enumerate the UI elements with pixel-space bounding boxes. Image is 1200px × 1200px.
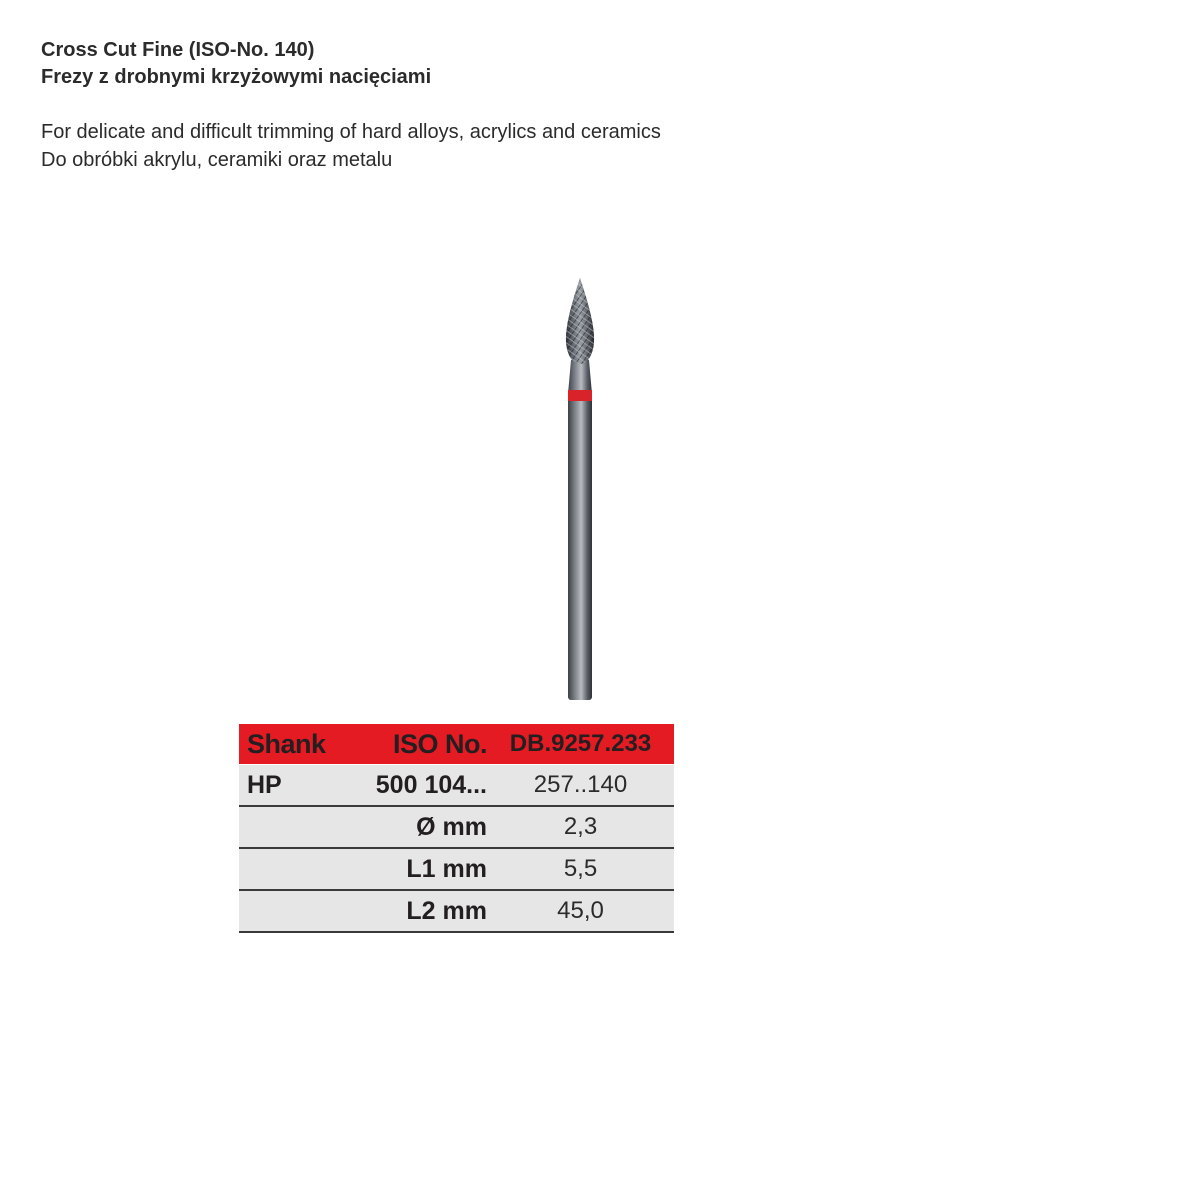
row-value: 5,5 xyxy=(487,848,674,890)
header-iso: ISO No. xyxy=(342,724,487,765)
description-pl: Do obróbki akrylu, ceramiki oraz metalu xyxy=(41,149,393,171)
header-code: DB.9257.233 xyxy=(487,724,674,765)
specification-table xyxy=(239,724,674,933)
row-shank xyxy=(239,806,342,848)
title-pl: Frezy z drobnymi krzyżowymi nacięciami xyxy=(41,66,432,88)
description-en: For delicate and difficult trimming of hard alloys, acrylics and ceramics xyxy=(41,121,661,143)
title-en: Cross Cut Fine (ISO-No. 140) xyxy=(41,39,315,61)
bur-color-band xyxy=(568,390,592,401)
row-value: 2,3 xyxy=(487,806,674,848)
header-shank: Shank xyxy=(239,724,342,765)
row-value: 257..140 xyxy=(487,765,674,807)
cross-cut-bur-icon xyxy=(545,276,625,706)
row-label: L2 mm xyxy=(342,890,487,932)
row-iso: 500 104... xyxy=(342,765,487,807)
bur-neck xyxy=(568,360,592,394)
table-row xyxy=(239,806,674,848)
row-shank xyxy=(239,848,342,890)
row-label: L1 mm xyxy=(342,848,487,890)
bur-shank xyxy=(568,394,592,700)
product-heading xyxy=(41,37,431,91)
row-label: Ø mm xyxy=(342,806,487,848)
table-row xyxy=(239,848,674,890)
table-header-row xyxy=(239,724,674,765)
row-shank: HP xyxy=(239,765,342,807)
row-shank xyxy=(239,890,342,932)
product-description xyxy=(41,118,661,174)
row-value: 45,0 xyxy=(487,890,674,932)
table-row xyxy=(239,765,674,807)
table-row xyxy=(239,890,674,932)
